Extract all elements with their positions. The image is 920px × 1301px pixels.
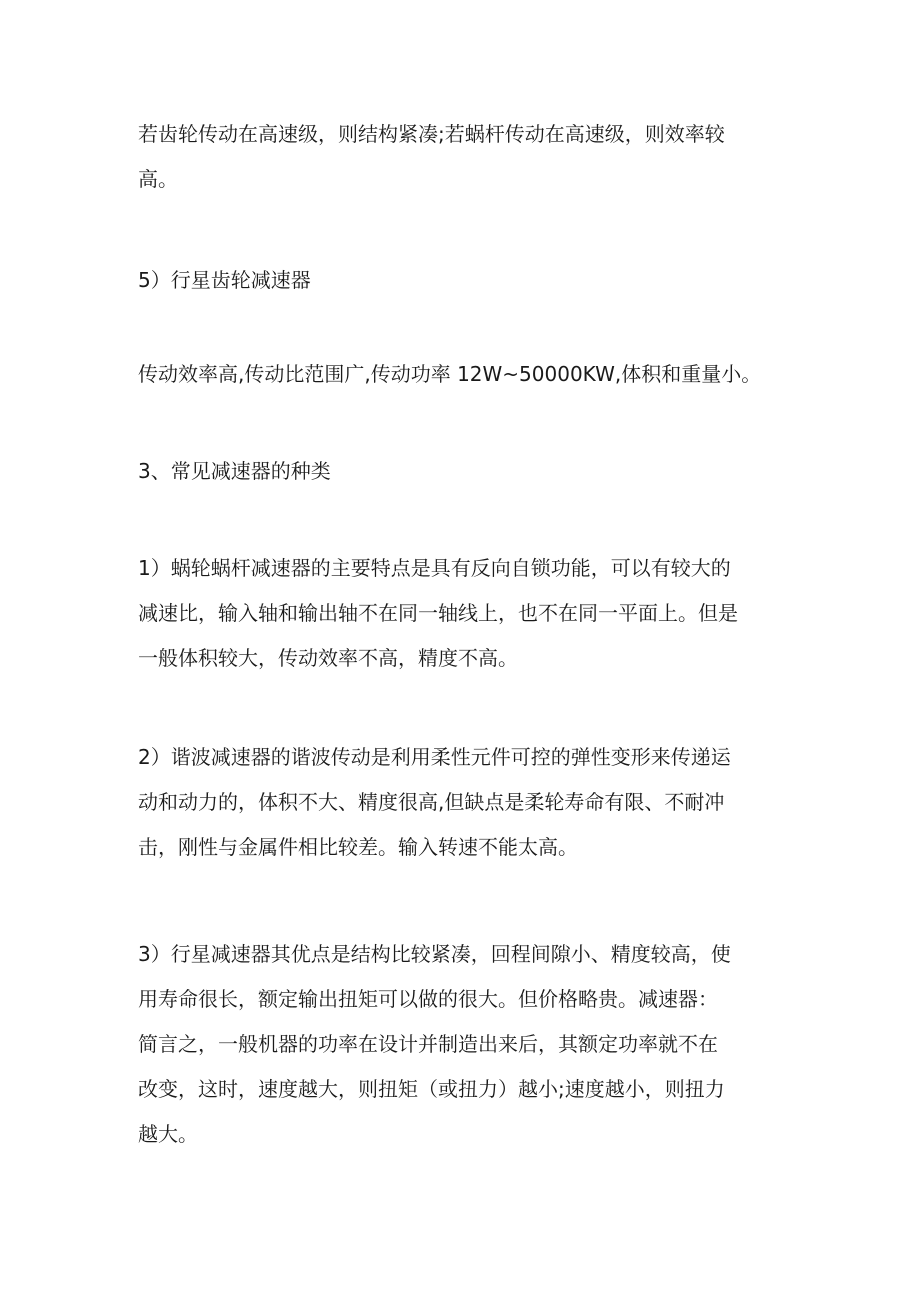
text-line: 传动效率高,传动比范围广,传动功率 12W~50000KW,体积和重量小。 [138,362,762,386]
text-line: 简言之，一般机器的功率在设计并制造出来后，其额定功率就不在 [138,1032,718,1056]
heading-planetary-gear-reducer [138,258,788,303]
paragraph-worm-reducer [138,546,788,681]
text-line: 击，刚性与金属件相比较差。输入转速不能太高。 [138,835,578,859]
text-line: 1）蜗轮蜗杆减速器的主要特点是具有反向自锁功能，可以有较大的 [138,556,731,580]
text-line: 一般体积较大，传动效率不高，精度不高。 [138,646,518,670]
text-line: 越大。 [138,1122,198,1146]
text-line: 动和动力的，体积不大、精度很高,但缺点是柔轮寿命有限、不耐冲 [138,790,725,814]
text-line: 3）行星减速器其优点是结构比较紧凑，回程间隙小、精度较高，使 [138,942,731,966]
text-line: 若齿轮传动在高速级，则结构紧凑;若蜗杆传动在高速级，则效率较 [138,122,725,146]
paragraph-planetary-reducer [138,932,788,1157]
paragraph-gear-worm-stage [138,112,788,202]
text-line: 改变，这时，速度越大，则扭矩（或扭力）越小;速度越小，则扭力 [138,1077,725,1101]
text-line: 5）行星齿轮减速器 [138,268,311,292]
heading-common-reducer-types [138,449,788,494]
text-line: 高。 [138,167,178,191]
paragraph-harmonic-reducer [138,735,788,870]
paragraph-planetary-specs [138,352,788,397]
text-line: 用寿命很长，额定输出扭矩可以做的很大。但价格略贵。减速器： [138,987,718,1011]
text-line: 3、常见减速器的种类 [138,459,331,483]
text-line: 减速比，输入轴和输出轴不在同一轴线上，也不在同一平面上。但是 [138,601,738,625]
text-line: 2）谐波减速器的谐波传动是利用柔性元件可控的弹性变形来传递运 [138,745,731,769]
